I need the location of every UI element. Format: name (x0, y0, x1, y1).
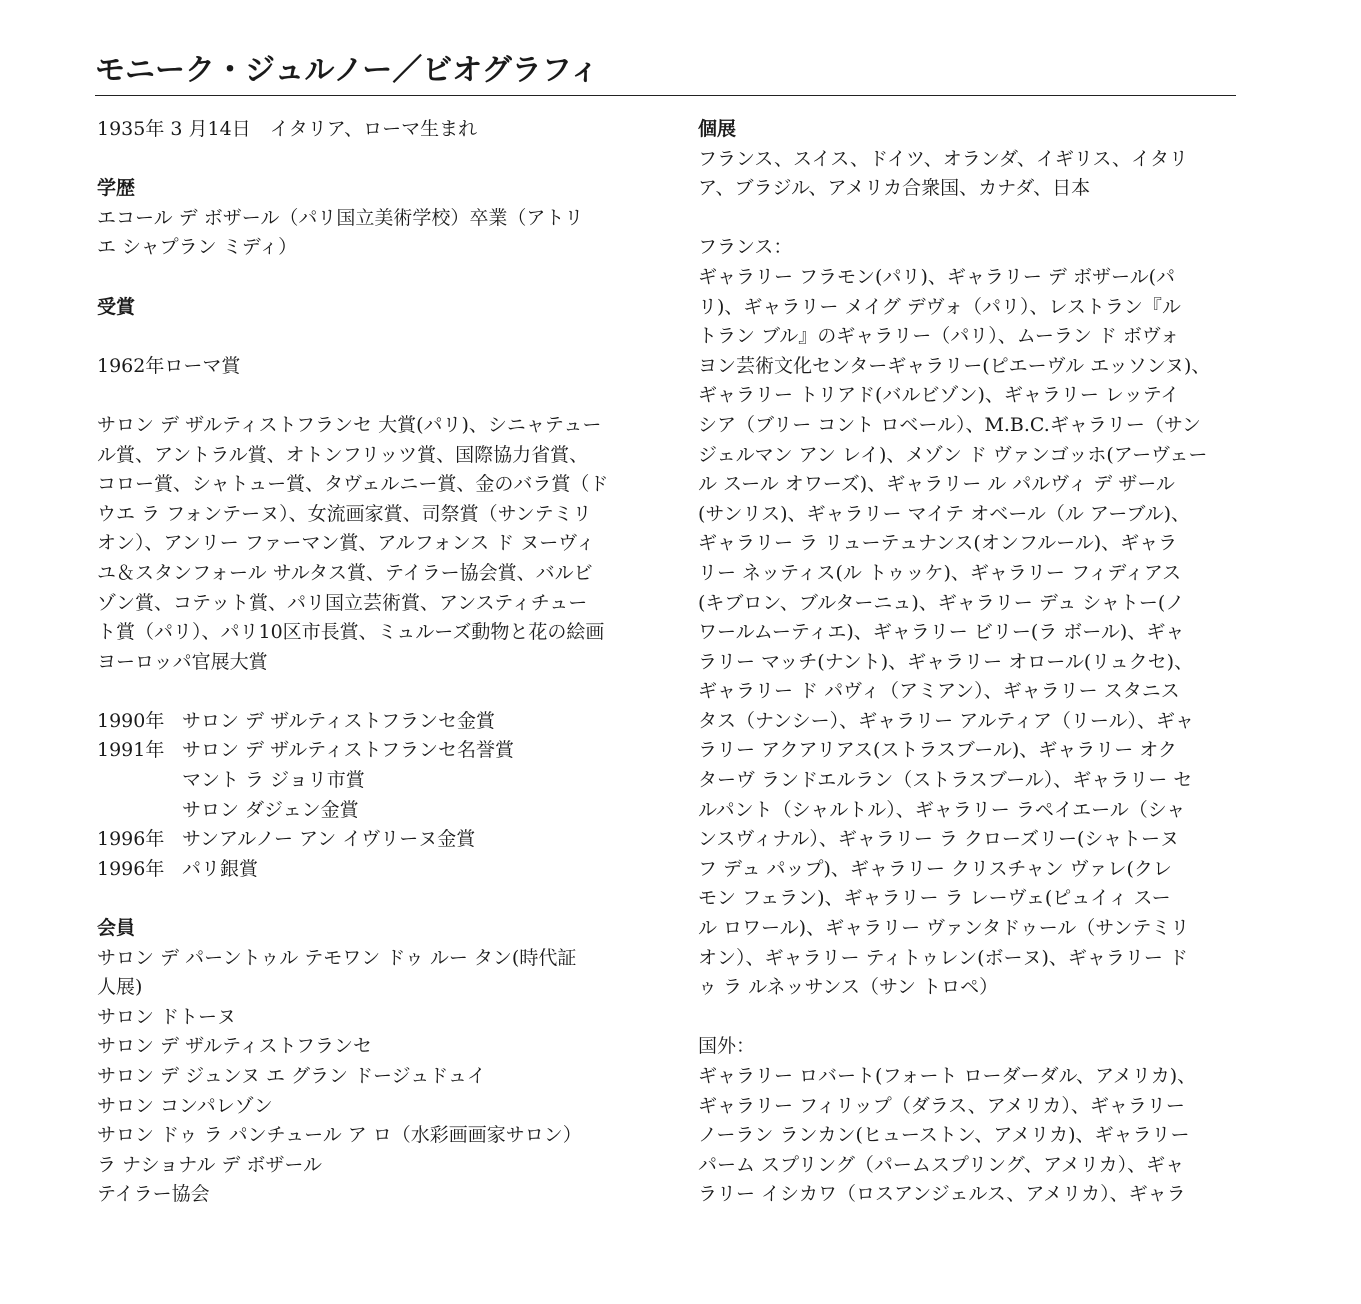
abroad-gallery-line: ギャラリー ロバート(フォート ローダーダル、アメリカ)、 (698, 1065, 1197, 1087)
member-line: サロン コンパレゾン (97, 1094, 273, 1117)
france-heading: フランス： (698, 236, 793, 259)
left-column (97, 115, 642, 1210)
france-gallery-line: ターヴ ランドエルラン（ストラスブール）、ギャラリー セ (698, 769, 1193, 792)
france-gallery-line: モン フェラン)、ギャラリー ラ レーヴェ(ピュイィ スー (698, 887, 1171, 910)
spacer (97, 145, 642, 175)
award-list-item (97, 707, 642, 737)
birth-line: 1935年 3 月14日 イタリア、ローマ生まれ (97, 118, 478, 140)
award-text: サンアルノー アン イヴリーヌ金賞 (182, 828, 476, 851)
member-line: サロン ドゥ ラ パンチュール ア ロ（水彩画画家サロン） (97, 1124, 582, 1147)
awards-paragraph-line: ル賞、アントラル賞、オトンフリッツ賞、国際協力省賞、 (97, 443, 589, 466)
award-list-item (97, 736, 642, 766)
france-gallery-line: フ デュ パップ)、ギャラリー クリスチャン ヴァレ(クレ (698, 857, 1172, 880)
spacer (97, 884, 642, 914)
award-rome-prize: 1962年ローマ賞 (97, 354, 241, 377)
awards-paragraph-line: オン）、アンリー ファーマン賞、アルフォンス ド ヌーヴィ (97, 532, 596, 555)
right-column (698, 115, 1243, 1210)
member-heading: 会員 (97, 917, 136, 940)
france-gallery-line: ンスヴィナル）、ギャラリー ラ クローズリー(シャトーヌ (698, 828, 1180, 851)
award-year: 1996年 (97, 857, 165, 880)
awards-paragraph-line: ゾン賞、コテット賞、パリ国立芸術賞、アンスティチュー (97, 591, 588, 614)
abroad-gallery-line: パーム スプリング（パームスプリング、アメリカ）、ギャ (698, 1153, 1185, 1176)
awards-paragraph-line: コロー賞、シャトュー賞、タヴェルニー賞、金のバラ賞（ド (97, 473, 609, 496)
awards-paragraph-line: サロン デ ザルティストフランセ 大賞(パリ)、シニャテュー (97, 413, 602, 436)
awards-paragraph-line: ト賞（パリ）、パリ10区市長賞、ミュルーズ動物と花の絵画 (97, 621, 605, 644)
abroad-gallery-line: ラリー イシカワ（ロスアンジェルス、アメリカ）、ギャラ (698, 1183, 1186, 1206)
awards-heading: 受賞 (97, 295, 136, 318)
award-list-item (97, 855, 642, 885)
award-year: 1990年 (97, 709, 165, 732)
abroad-heading: 国外： (698, 1035, 756, 1058)
award-list-item (97, 825, 642, 855)
award-text: サロン デ ザルティストフランセ名誉賞 (182, 739, 515, 762)
solo-exhibition-line: ア、ブラジル、アメリカ合衆国、カナダ、日本 (698, 177, 1091, 200)
france-gallery-line: シア（ブリー コント ロベール）、M.B.C.ギャラリー（サン (698, 413, 1201, 436)
solo-exhibition-heading: 個展 (698, 118, 737, 140)
france-gallery-line: ラリー マッチ(ナント)、ギャラリー オロール(リュクセ)、 (698, 650, 1194, 673)
awards-paragraph-line: ウエ ラ フォンテーヌ）、女流画家賞、司祭賞（サンテミリ (97, 502, 592, 525)
france-gallery-line: トラン ブル』のギャラリー（パリ）、ムーラン ド ボヴォ (698, 325, 1180, 348)
france-gallery-line: ギャラリー ド パヴィ（アミアン）、ギャラリー スタニス (698, 680, 1180, 703)
award-text: マント ラ ジョリ市賞 (182, 769, 365, 792)
france-gallery-line: オン）、ギャラリー ティトゥレン(ボーヌ)、ギャラリー ド (698, 946, 1188, 969)
member-line: サロン ドトーヌ (97, 1005, 237, 1028)
spacer (97, 381, 642, 411)
member-line: サロン デ ジュンヌ エ グラン ドージュドュイ (97, 1065, 486, 1087)
abroad-gallery-line: ギャラリー フィリップ（ダラス、アメリカ）、ギャラリー (698, 1094, 1185, 1117)
award-year: 1996年 (97, 828, 165, 851)
france-gallery-line: ゥ ラ ルネッサンス（サン トロペ） (698, 976, 999, 999)
france-gallery-line: ジェルマン アン レイ)、メゾン ド ヴァンゴッホ(アーヴェー (698, 443, 1208, 466)
awards-paragraph-line: ヨーロッパ官展大賞 (97, 650, 268, 673)
member-line: 人展) (97, 976, 143, 999)
france-gallery-line: ギャラリー ラ リューテュナンス(オンフルール)、ギャラ (698, 532, 1178, 555)
france-gallery-line: リー ネッティス(ル トゥッケ)、ギャラリー フィディアス (698, 561, 1182, 584)
education-line: エ シャプラン ミディ） (97, 236, 298, 259)
france-gallery-line: タス（ナンシー）、ギャラリー アルティア（リール）、ギャ (698, 709, 1194, 732)
france-gallery-line: ル スール オワーズ)、ギャラリー ル パルヴィ デ ザール (698, 473, 1175, 496)
award-year: 1991年 (97, 739, 165, 762)
member-line: ラ ナショナル デ ボザール (97, 1153, 323, 1176)
france-gallery-line: ギャラリー トリアド(バルビゾン)、ギャラリー レッテイ (698, 384, 1180, 407)
member-line: テイラー協会 (97, 1183, 210, 1206)
page-title: モニーク・ジュルノー／ビオグラフィ (95, 50, 1236, 96)
solo-exhibition-line: フランス、スイス、ドイツ、オランダ、イギリス、イタリ (698, 147, 1189, 170)
spacer (97, 322, 642, 352)
spacer (97, 263, 642, 293)
award-text: パリ銀賞 (182, 857, 259, 880)
education-line: エコール デ ボザール（パリ国立美術学校）卒業（アトリ (97, 206, 584, 229)
awards-paragraph-line: ユ＆スタンフォール サルタス賞、テイラー協会賞、バルビ (97, 561, 593, 584)
france-gallery-line: (キブロン、ブルターニュ)、ギャラリー デュ シャトー(ノ (698, 591, 1185, 614)
education-heading: 学歴 (97, 177, 136, 200)
award-text: サロン デ ザルティストフランセ金賞 (182, 709, 496, 732)
france-gallery-line: ヨン芸術文化センターギャラリー(ピエーヴル エッソンヌ)、 (698, 354, 1211, 377)
france-gallery-line: (サンリス)、ギャラリー マイテ オベール（ル アーブル)、 (698, 502, 1190, 525)
member-line: サロン デ ザルティストフランセ (97, 1035, 373, 1058)
award-text: サロン ダジェン金賞 (182, 798, 359, 821)
award-list-item (97, 766, 642, 796)
france-gallery-line: ル ロワール)、ギャラリー ヴァンタドゥール（サンテミリ (698, 917, 1190, 940)
france-gallery-line: ギャラリー フラモン(パリ)、ギャラリー デ ボザール(パ (698, 265, 1175, 288)
france-gallery-line: ルパント（シャルトル）、ギャラリー ラペイエール（シャ (698, 798, 1186, 821)
spacer (698, 1003, 1243, 1033)
member-line: サロン デ パーントゥル テモワン ドゥ ルー タン(時代証 (97, 946, 577, 969)
france-gallery-line: リ)、ギャラリー メイグ デヴォ（パリ）、レストラン『ル (698, 295, 1181, 318)
abroad-gallery-line: ノーラン ランカン(ヒューストン、アメリカ)、ギャラリー (698, 1124, 1190, 1147)
spacer (698, 204, 1243, 234)
france-gallery-line: ワールムーティエ)、ギャラリー ビリー(ラ ボール)、ギャ (698, 621, 1185, 644)
award-list-item (97, 796, 642, 826)
france-gallery-line: ラリー アクアリアス(ストラスブール)、ギャラリー オク (698, 739, 1177, 762)
spacer (97, 677, 642, 707)
